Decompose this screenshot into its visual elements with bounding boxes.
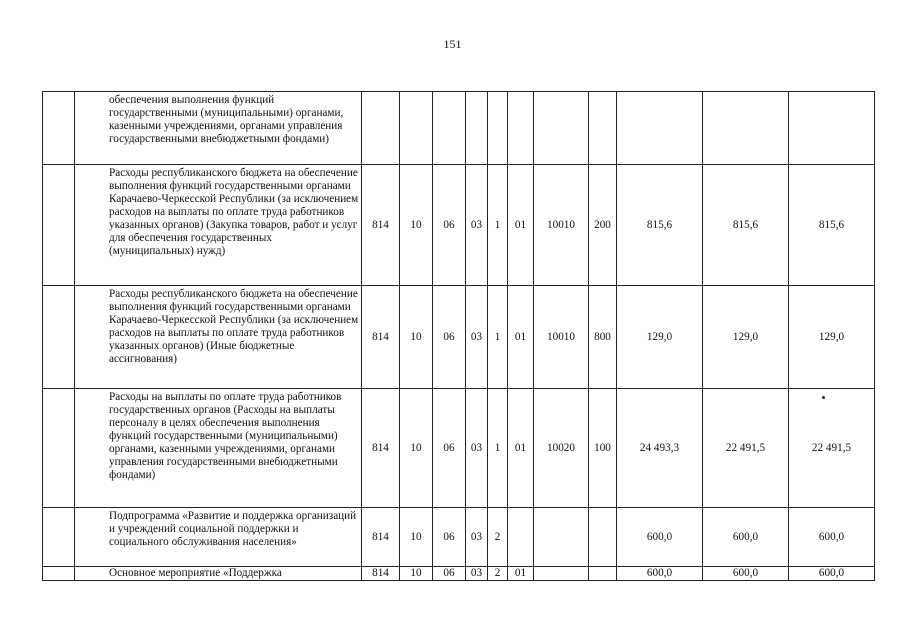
section-cell: 10: [400, 508, 433, 567]
direction-code-cell: [534, 508, 589, 567]
admin-code-cell: 814: [362, 389, 400, 508]
program-code-cell: 03: [466, 286, 488, 389]
subprogram-code-cell: 2: [488, 567, 508, 581]
program-code-cell: 03: [466, 567, 488, 581]
blank-cell: [43, 567, 75, 581]
amount-year3-cell: 22 491,5: [789, 389, 875, 508]
expense-type-cell: [589, 508, 617, 567]
section-cell: 10: [400, 389, 433, 508]
expense-type-cell: [589, 567, 617, 581]
subsection-cell: 06: [433, 508, 466, 567]
program-code-cell: [466, 92, 488, 165]
section-cell: [400, 92, 433, 165]
program-code-cell: 03: [466, 165, 488, 286]
subprogram-code-cell: 1: [488, 165, 508, 286]
event-code-cell: 01: [508, 165, 534, 286]
amount-year2-cell: [703, 92, 789, 165]
page-number: 151: [443, 37, 462, 51]
expense-type-cell: 800: [589, 286, 617, 389]
subprogram-code-cell: [488, 92, 508, 165]
row-name-cell: Расходы республиканского бюджета на обеспечение выполнения функций государственными органами Карачаево-Черкесской Республики (за исключением расходов на выплаты по оплате труда работников указанных органов) (Иные бюджетные ассигнования): [75, 286, 362, 389]
row-name-cell: Расходы республиканского бюджета на обеспечение выполнения функций государственными органами Карачаево-Черкесской Республики (за исключением расходов на выплаты по оплате труда работников указанных органов) (Закупка товаров, работ и услуг для обеспечения государственных (муниципальных) нужд): [75, 165, 362, 286]
amount-year3-cell: 600,0: [789, 508, 875, 567]
blank-cell: [43, 508, 75, 567]
row-name-cell: обеспечения выполнения функций государственными (муниципальными) органами, казенными учреждениями, органами управления государственными внебюджетными фондами): [75, 92, 362, 165]
event-code-cell: 01: [508, 389, 534, 508]
amount-year2-cell: 815,6: [703, 165, 789, 286]
amount-year2-cell: 129,0: [703, 286, 789, 389]
subsection-cell: 06: [433, 567, 466, 581]
program-code-cell: 03: [466, 508, 488, 567]
budget-table: [42, 91, 875, 581]
table-row: [43, 508, 875, 567]
direction-code-cell: 10020: [534, 389, 589, 508]
subsection-cell: 06: [433, 165, 466, 286]
amount-year3-cell: [789, 92, 875, 165]
direction-code-cell: [534, 567, 589, 581]
subprogram-code-cell: 1: [488, 389, 508, 508]
amount-year2-cell: 600,0: [703, 508, 789, 567]
row-name-cell: Подпрограмма «Развитие и поддержка организаций и учреждений социальной поддержки и социального обслуживания населения»: [75, 508, 362, 567]
amount-year3-cell: 815,6: [789, 165, 875, 286]
row-name-cell: Основное мероприятие «Поддержка: [75, 567, 362, 581]
program-code-cell: 03: [466, 389, 488, 508]
event-code-cell: [508, 92, 534, 165]
amount-year2-cell: 22 491,5: [703, 389, 789, 508]
admin-code-cell: 814: [362, 567, 400, 581]
amount-year1-cell: 24 493,3: [617, 389, 703, 508]
scan-dot-mark: [822, 396, 825, 399]
amount-year1-cell: 129,0: [617, 286, 703, 389]
expense-type-cell: 100: [589, 389, 617, 508]
direction-code-cell: [534, 92, 589, 165]
blank-cell: [43, 165, 75, 286]
expense-type-cell: [589, 92, 617, 165]
subsection-cell: [433, 92, 466, 165]
table-row: [43, 92, 875, 165]
subsection-cell: 06: [433, 389, 466, 508]
blank-cell: [43, 286, 75, 389]
admin-code-cell: 814: [362, 508, 400, 567]
amount-year1-cell: 600,0: [617, 567, 703, 581]
section-cell: 10: [400, 567, 433, 581]
section-cell: 10: [400, 286, 433, 389]
event-code-cell: [508, 508, 534, 567]
event-code-cell: 01: [508, 286, 534, 389]
subsection-cell: 06: [433, 286, 466, 389]
table-row: [43, 389, 875, 508]
direction-code-cell: 10010: [534, 165, 589, 286]
amount-year1-cell: 815,6: [617, 165, 703, 286]
amount-year3-cell: 129,0: [789, 286, 875, 389]
blank-cell: [43, 389, 75, 508]
table-row: [43, 567, 875, 581]
subprogram-code-cell: 2: [488, 508, 508, 567]
event-code-cell: 01: [508, 567, 534, 581]
amount-year3-cell: 600,0: [789, 567, 875, 581]
subprogram-code-cell: 1: [488, 286, 508, 389]
expense-type-cell: 200: [589, 165, 617, 286]
row-name-cell: Расходы на выплаты по оплате труда работников государственных органов (Расходы на выплаты персоналу в целях обеспечения выполнения функций государственными (муниципальными) органами, казенными учреждениями, органами управления государственными внебюджетными фондами): [75, 389, 362, 508]
section-cell: 10: [400, 165, 433, 286]
table-row: [43, 165, 875, 286]
amount-year1-cell: [617, 92, 703, 165]
amount-year1-cell: 600,0: [617, 508, 703, 567]
table-row: [43, 286, 875, 389]
direction-code-cell: 10010: [534, 286, 589, 389]
admin-code-cell: 814: [362, 165, 400, 286]
amount-year2-cell: 600,0: [703, 567, 789, 581]
admin-code-cell: [362, 92, 400, 165]
admin-code-cell: 814: [362, 286, 400, 389]
blank-cell: [43, 92, 75, 165]
